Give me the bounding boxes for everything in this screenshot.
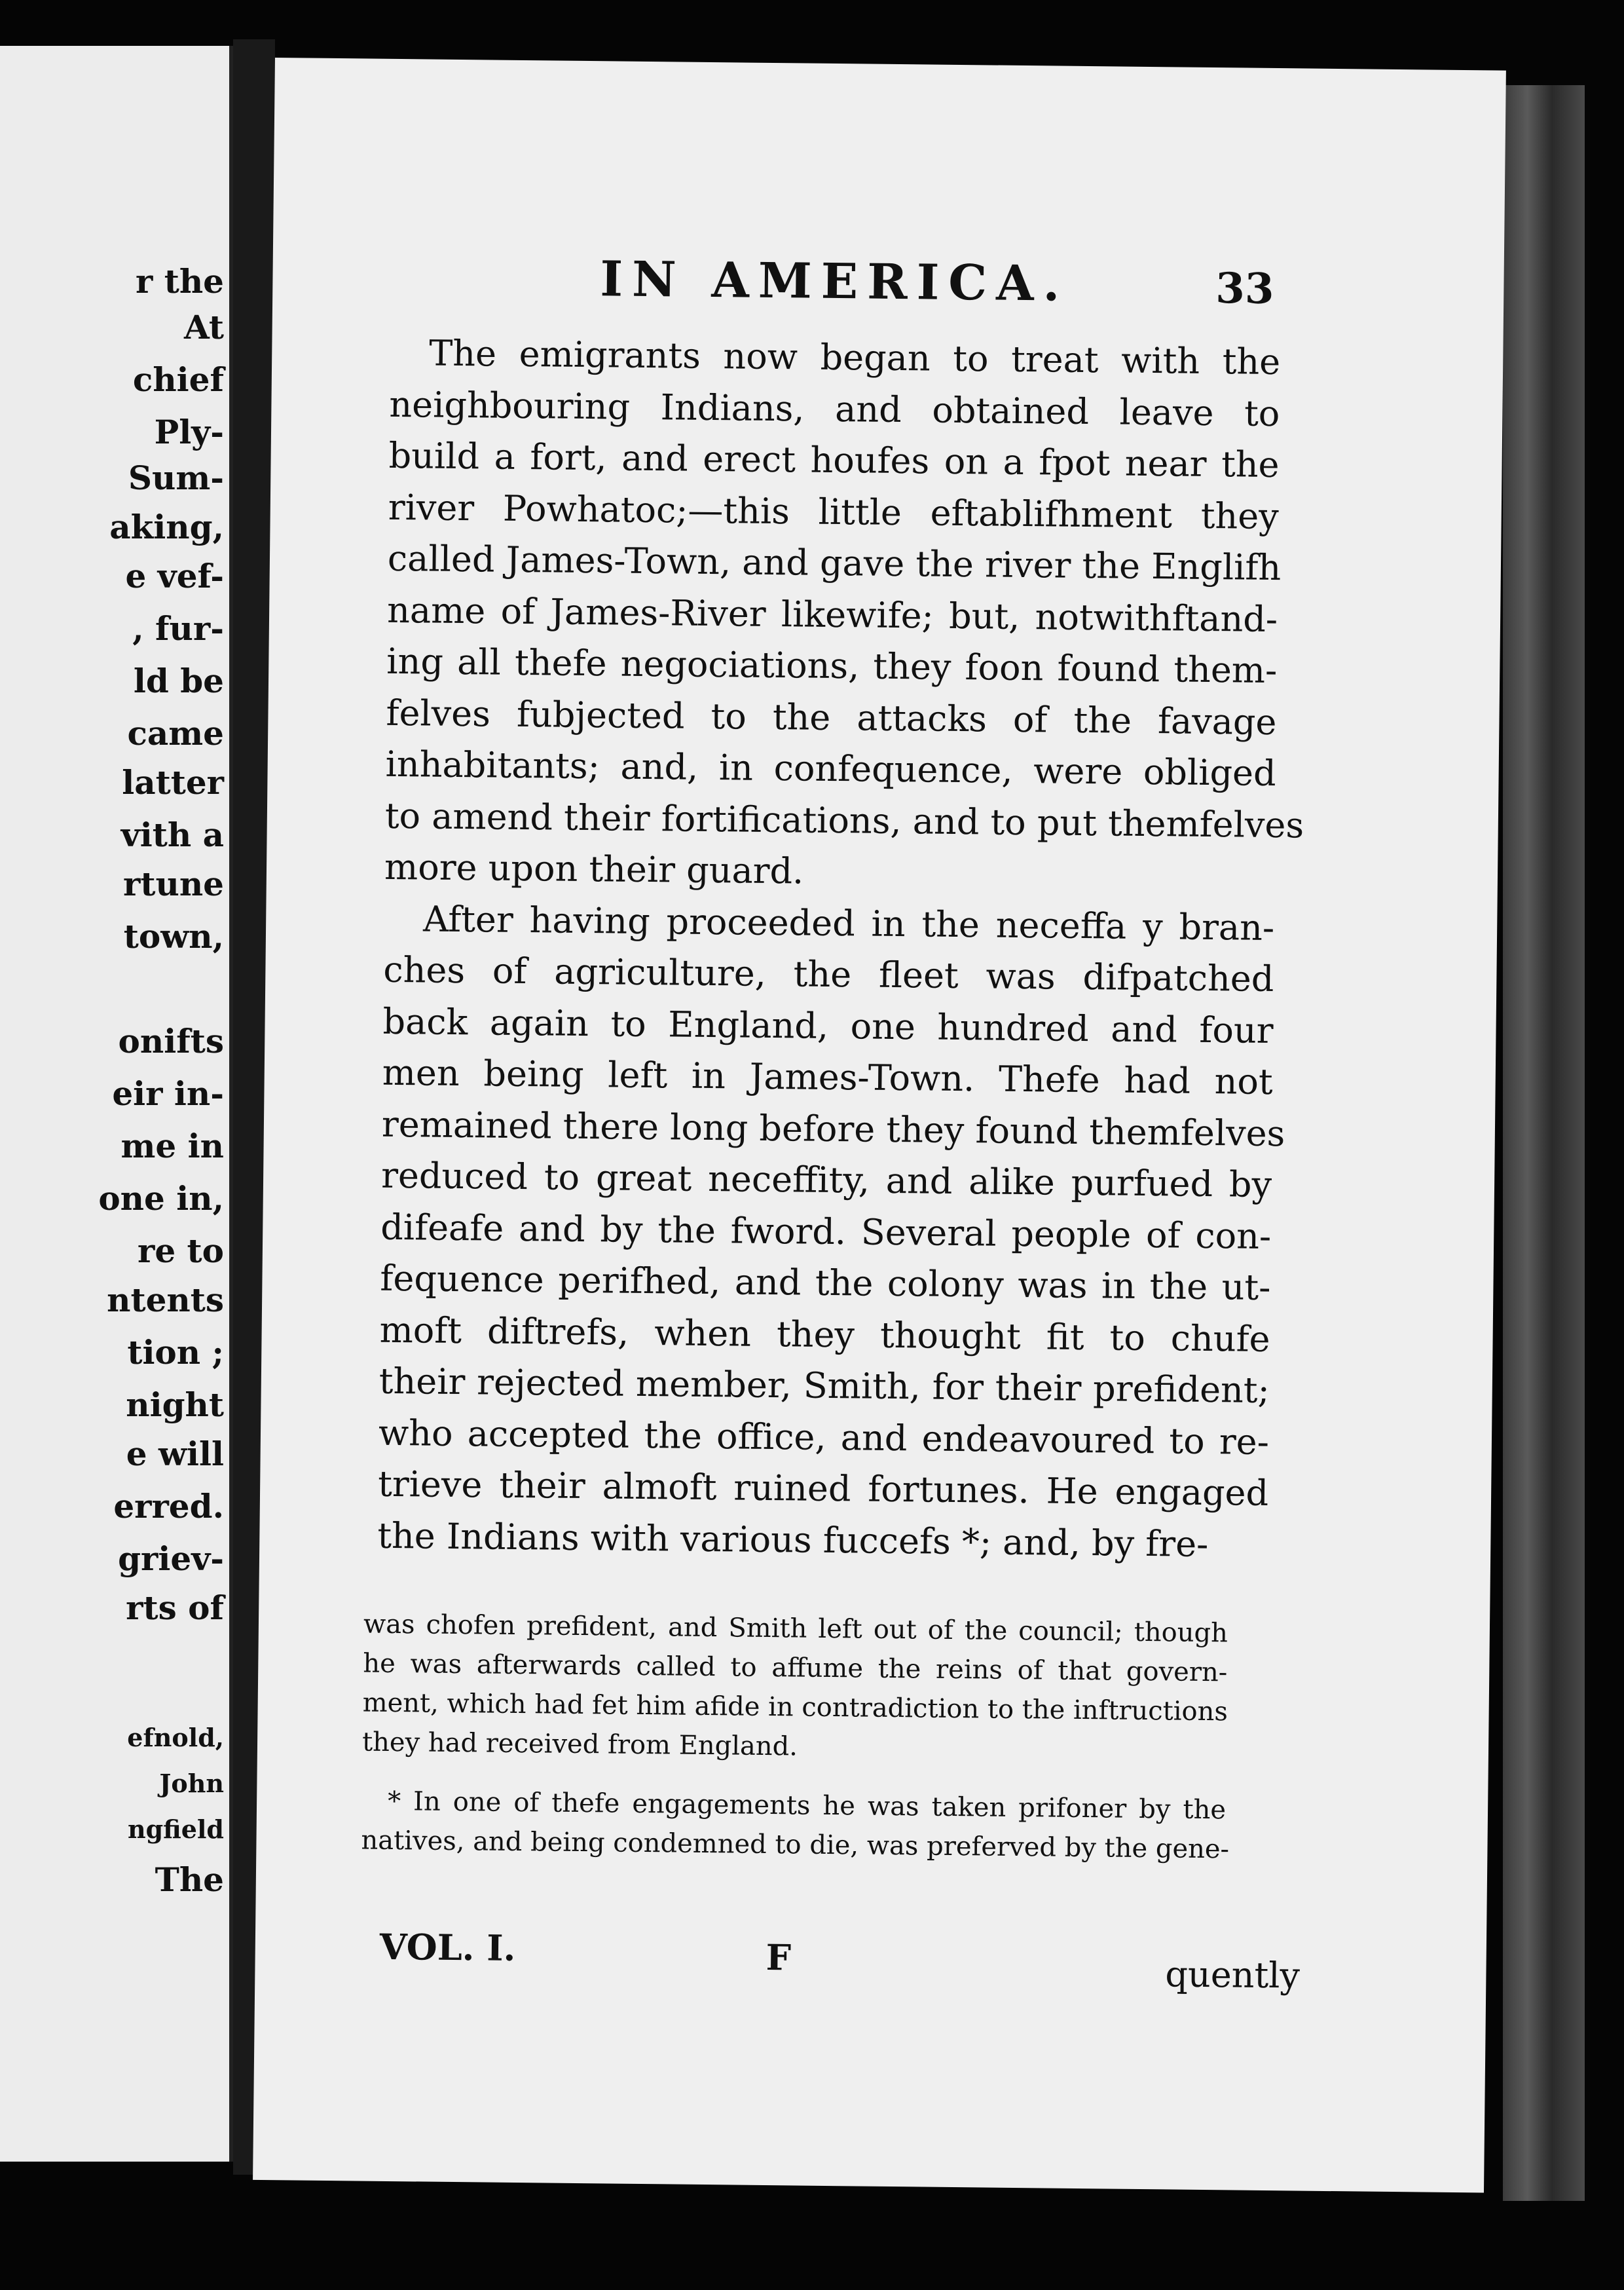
page-header [272,248,1504,320]
facing-page-line: At [183,308,224,347]
text-line: fequence perifhed, and the colony was in the ut- [380,1257,1271,1309]
catchword: quently [1165,1953,1301,1997]
text-line: moft diftrefs, when they thought fit to chufe [379,1309,1270,1360]
footnote-line: natives, and being condemned to die, was preferved by the gene- [361,1825,1230,1865]
facing-page-line: me in [120,1127,224,1165]
text-line: neighbouring Indians, and obtained leave to [389,383,1280,434]
running-title: IN AMERICA. [600,251,1069,312]
facing-page-line: night [126,1385,224,1424]
facing-page-line: griev- [118,1539,224,1578]
footnote-line: ment, which had fet him afide in contradiction to the inftructions [362,1687,1228,1727]
text-line: The emigrants now began to treat with the [428,332,1281,383]
text-line: build a fort, and erect houfes on a fpot near the [388,434,1280,486]
facing-page-line: chief [132,360,224,399]
text-line: called James-Town, and gave the river the Englifh [387,537,1282,589]
text-line: back again to England, one hundred and four [382,1000,1274,1051]
facing-page-line: ntents [107,1281,224,1319]
text-line: After having proceeded in the neceffa y bran- [422,897,1275,948]
facing-page-line: town, [123,917,224,956]
facing-page-line: Ply- [154,413,224,451]
facing-page-line: tion ; [127,1333,224,1372]
facing-page-line: came [127,714,224,753]
text-line: reduced to great neceffity, and alike purfued by [380,1154,1272,1206]
text-line: trieve their almoft ruined fortunes. He engaged [377,1463,1269,1514]
facing-page-line: ngfield [127,1814,224,1844]
footnotes [361,1605,1228,1869]
facing-page-line: rtune [123,865,224,903]
facing-page-line: aking, [109,508,224,546]
text-line: name of James-River likewife; but, notwithftand- [386,589,1278,640]
body-text [377,328,1304,1571]
text-line: the Indians with various fuccefs *; and, by fre- [377,1514,1209,1565]
text-line: river Powhatoc;—this little eftablifhment they [388,486,1280,537]
facing-page-line: e vef- [125,557,224,595]
volume-label: VOL. I. [379,1925,516,1970]
facing-page-line: , fur- [132,609,224,648]
text-line: to amend their fortifications, and to put themfelves [384,795,1304,846]
footnote-line: he was afterwards called to affume the reins of that govern- [363,1648,1228,1688]
text-line: remained there long before they found themfelves [381,1103,1285,1154]
facing-page-line: r the [135,262,224,301]
facing-page-fragment [0,46,233,2162]
text-line: felves fubjected to the attacks of the favage [386,692,1277,743]
facing-page-line: e will [126,1435,224,1473]
page-footer [360,1925,1301,1997]
text-line: men being left in James-Town. Thefe had not [382,1051,1274,1103]
text-line: inhabitants; and, in confequence, were obliged [385,743,1276,795]
text-line: who accepted the office, and endeavoured to re- [378,1412,1270,1463]
page [253,58,1506,2193]
footnote-line: * In one of thefe engagements he was taken prifoner by the [387,1786,1227,1826]
facing-page-line: latter [122,763,224,802]
facing-page-line: rts of [126,1588,224,1627]
text-line: ches of agriculture, the fleet was difpatched [383,948,1274,1000]
facing-page-line: efnold, [127,1723,224,1752]
page-number: 33 [1215,264,1274,314]
text-line: ing all thefe negociations, they foon found them- [386,640,1278,692]
text-line: their rejected member, Smith, for their prefident; [378,1360,1270,1412]
facing-page-line: onifts [118,1022,224,1061]
text-line: difeafe and by the fword. Several people of con- [380,1206,1272,1257]
facing-page-line: eir in- [112,1074,224,1113]
footnote-line: they had received from England. [361,1727,798,1762]
text-line: more upon their guard. [384,846,804,892]
signature-mark: F [766,1936,792,1979]
facing-page-line: vith a [120,816,224,854]
footnote-line: was chofen prefident, and Smith left out of the council; though [363,1609,1228,1649]
book-edge [1503,85,1585,2201]
facing-page-line: John [159,1769,224,1798]
facing-page-line: Sum- [128,459,224,497]
facing-page-line: one in, [98,1179,224,1218]
facing-page-line: erred. [113,1487,224,1526]
facing-page-line: ld be [133,662,224,700]
facing-page-line: re to [137,1231,224,1270]
facing-page-line: The [155,1860,224,1899]
